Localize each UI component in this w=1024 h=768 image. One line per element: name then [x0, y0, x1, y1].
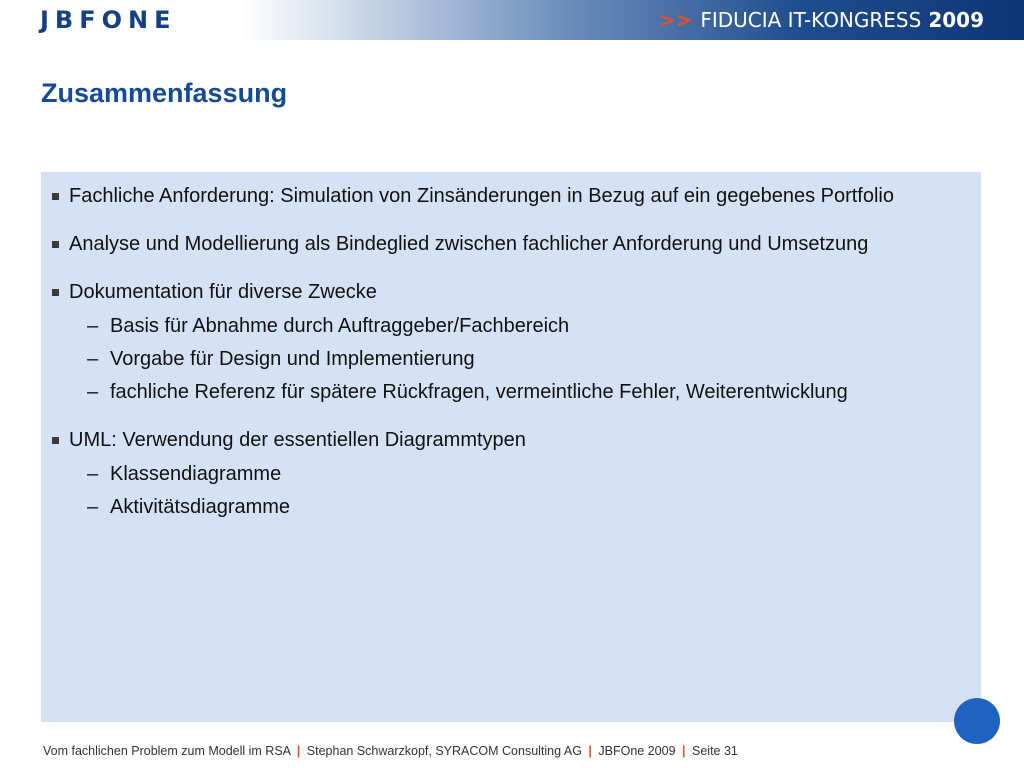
sub-item-text: Klassendiagramme	[110, 463, 282, 485]
dash-bullet-icon: –	[87, 348, 99, 370]
congress-arrows: >>	[658, 8, 693, 32]
bullet-list	[41, 172, 981, 521]
dash-bullet-icon: –	[87, 463, 99, 485]
sub-item-text: Vorgabe für Design und Implementierung	[110, 348, 475, 370]
content-box	[41, 172, 981, 722]
bullet-item	[69, 278, 941, 406]
sub-item	[69, 493, 941, 521]
logo-text: JBFONE	[40, 6, 177, 34]
congress-year: 2009	[928, 8, 984, 32]
dash-bullet-icon: –	[87, 315, 99, 337]
square-bullet-icon	[52, 241, 59, 248]
footer-topic: Vom fachlichen Problem zum Modell im RSA	[43, 744, 291, 758]
blue-circle-icon	[954, 698, 1000, 744]
square-bullet-icon	[52, 437, 59, 444]
footer-separator: |	[588, 744, 592, 758]
bullet-item	[69, 426, 941, 521]
sub-item	[69, 345, 941, 373]
square-bullet-icon	[52, 193, 59, 200]
footer-separator: |	[296, 744, 301, 758]
bullet-item	[69, 230, 941, 258]
bullet-text: Dokumentation für diverse Zwecke	[69, 281, 377, 303]
footer-separator: |	[682, 744, 686, 758]
sub-item-text: fachliche Referenz für spätere Rückfragen, vermeintliche Fehler, Weiterentwicklung	[110, 381, 848, 403]
bullet-text: Fachliche Anforderung: Simulation von Zinsänderungen in Bezug auf ein gegebenes Portfolio	[69, 185, 894, 207]
square-bullet-icon	[52, 289, 59, 296]
bullet-text: Analyse und Modellierung als Bindeglied zwischen fachlicher Anforderung und Umsetzung	[69, 233, 869, 255]
sub-item	[69, 378, 941, 406]
dash-bullet-icon: –	[87, 496, 99, 518]
sub-item	[69, 460, 941, 488]
sub-item-text: Aktivitätsdiagramme	[110, 496, 291, 518]
sub-item-text: Basis für Abnahme durch Auftraggeber/Fachbereich	[110, 315, 570, 337]
footer-event: JBFOne 2009	[598, 744, 676, 758]
footer-author: Stephan Schwarzkopf, SYRACOM Consulting AG	[306, 744, 582, 758]
jbfone-logo	[40, 7, 177, 33]
congress-banner	[659, 7, 984, 33]
page-title: Zusammenfassung	[41, 78, 288, 108]
sub-item	[69, 312, 941, 340]
bullet-text: UML: Verwendung der essentiellen Diagrammtypen	[69, 429, 526, 451]
congress-title: FIDUCIA IT-KONGRESS	[700, 8, 922, 32]
sub-list	[69, 460, 941, 521]
footer	[43, 744, 738, 758]
bullet-item	[69, 182, 941, 210]
footer-page: Seite 31	[692, 744, 738, 758]
dash-bullet-icon: –	[87, 381, 99, 403]
sub-list	[69, 312, 941, 406]
